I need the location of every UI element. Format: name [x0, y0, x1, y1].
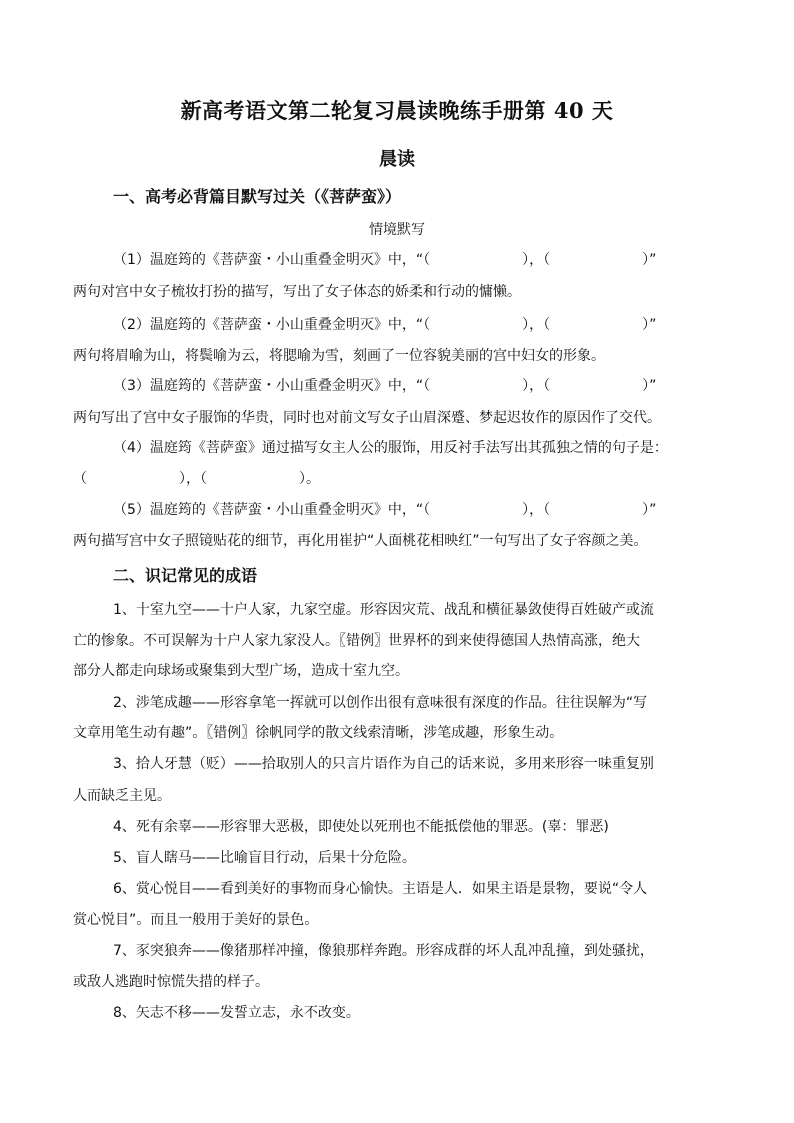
exercise-item-1-desc: 两句对宫中女子梳妆打扮的描写，写出了女子体态的娇柔和行动的慵懒。 [73, 284, 521, 300]
exercise-item-1: （1）温庭筠的《菩萨蛮・小山重叠金明灭》中，“（ ），（ ）” [113, 252, 657, 268]
idiom-paragraph-1-line: 亡的惨象。不可误解为十户人家九家没人。〖错例〗世界杯的到来使得德国人热情高涨，绝大 [73, 633, 640, 649]
idiom-paragraph-3: 3、拾人牙慧（贬）——拾取别人的只言片语作为自己的话来说，多用来形容一味重复别 [113, 756, 654, 772]
exercise-item-2-desc: 两句将眉喻为山，将鬓喻为云，将腮喻为雪，刻画了一位容貌美丽的宫中妇女的形象。 [73, 348, 605, 364]
section-heading-2: 二、识记常见的成语 [113, 566, 258, 585]
idiom-paragraph-7-line: 或敌人逃跑时惊慌失措的样子。 [73, 974, 269, 990]
page-subtitle: 晨读 [379, 149, 415, 170]
section-label: 情境默写 [369, 222, 425, 238]
idiom-paragraph-7: 7、豕突狼奔——像猪那样冲撞，像狼那样奔跑。形容成群的坏人乱冲乱撞，到处骚扰， [113, 943, 654, 959]
exercise-item-4-blanks: （ ），（ ）。 [73, 471, 320, 487]
idiom-paragraph-1: 1、十室九空——十户人家，九家空虚。形容因灾荒、战乱和横征暴敛使得百姓破产或流 [113, 602, 654, 618]
idiom-paragraph-6: 6、赏心悦目——看到美好的事物而身心愉快。主语是人．如果主语是景物，要说“令人 [113, 881, 648, 897]
section-heading-1: 一、高考必背篇目默写过关（《菩萨蛮》） [113, 187, 402, 206]
exercise-item-5: （5）温庭筠的《菩萨蛮・小山重叠金明灭》中，“（ ），（ ）” [113, 502, 657, 518]
idiom-paragraph-4: 4、死有余辜——形容罪大恶极，即使处以死刑也不能抵偿他的罪恶。(辜：罪恶) [113, 819, 609, 835]
page-title: 新高考语文第二轮复习晨读晚练手册第 40 天 [180, 98, 614, 123]
idiom-paragraph-1-line: 部分人都走向球场或聚集到大型广场，造成十室九空。 [73, 663, 409, 679]
idiom-paragraph-2-line: 文章用笔生动有趣”。〖错例〗徐帆同学的散文线索清晰，涉笔成趣，形象生动。 [73, 725, 564, 741]
idiom-paragraph-8: 8、矢志不移——发誓立志，永不改变。 [113, 1005, 360, 1021]
idiom-paragraph-5: 5、盲人瞎马——比喻盲目行动，后果十分危险。 [113, 850, 416, 866]
exercise-item-3: （3）温庭筠的《菩萨蛮・小山重叠金明灭》中，“（ ），（ ）” [113, 378, 657, 394]
exercise-item-3-desc: 两句写出了宫中女子服饰的华贵，同时也对前文写女子山眉深蹙、梦起迟妆作的原因作了交代。 [73, 410, 661, 426]
idiom-paragraph-6-line: 赏心悦目”。而且一般用于美好的景色。 [73, 912, 319, 928]
exercise-item-4: （4）温庭筠《菩萨蛮》通过描写女主人公的服饰，用反衬手法写出其孤独之情的句子是： [113, 440, 668, 456]
exercise-item-2: （2）温庭筠的《菩萨蛮・小山重叠金明灭》中，“（ ），（ ）” [113, 317, 657, 333]
idiom-paragraph-2: 2、涉笔成趣——形容拿笔一挥就可以创作出很有意味很有深度的作品。往往误解为“写 [113, 695, 648, 711]
exercise-item-5-desc: 两句描写宫中女子照镜贴花的细节，再化用崔护“人面桃花相映红”一句写出了女子容颜之美。 [73, 533, 648, 549]
idiom-paragraph-3-line: 人而缺乏主见。 [73, 788, 171, 804]
